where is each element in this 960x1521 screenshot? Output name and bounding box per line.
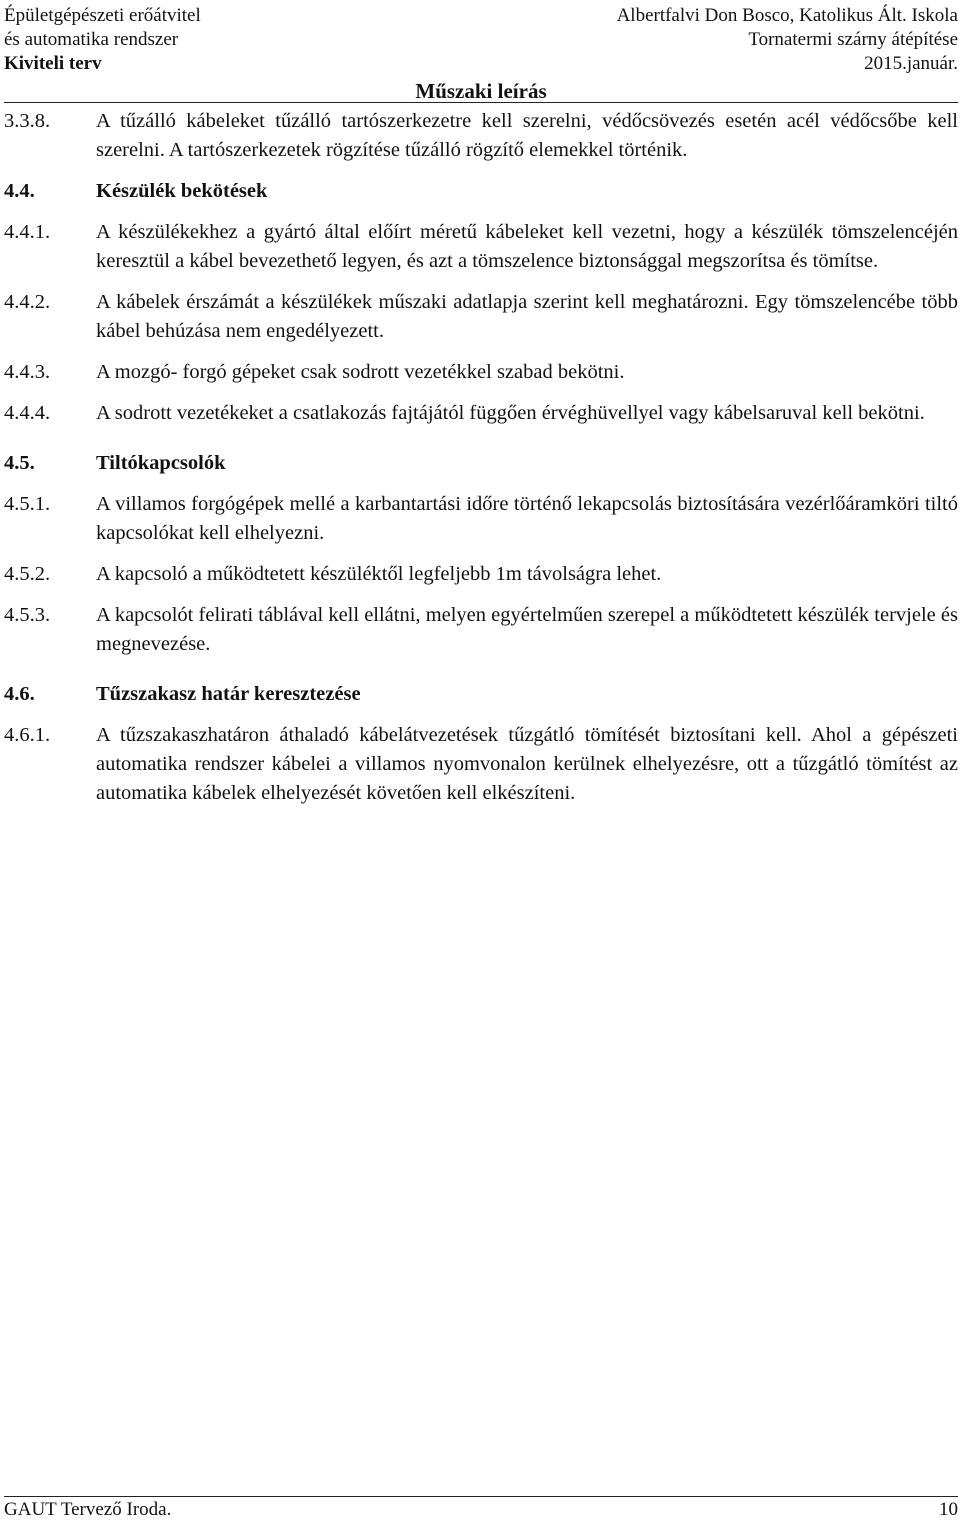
- section-text: A sodrott vezetékeket a csatlakozás fajtájától függően érvéghüvellyel vagy kábelsaruval kell bekötni.: [96, 402, 925, 424]
- section-text: A készülékekhez a gyártó által előírt méretű kábeleket kell vezetni, hogy a készülék tömszelencéjén keresztül a kábel bevezethető legyen, és azt a tömszelence biztonsággal megszorítsa és tömítse.: [96, 221, 958, 272]
- footer-page-number: 10: [939, 1499, 958, 1520]
- section-number: 4.5.: [4, 452, 35, 474]
- section-number: 4.5.1.: [4, 493, 51, 515]
- section-number: 3.3.8.: [4, 110, 51, 132]
- section-number: 4.4.4.: [4, 402, 51, 424]
- section-4-4-4: [4, 399, 958, 428]
- section-text: A kábelek érszámát a készülékek műszaki adatlapja szerint kell meghatározni. Egy tömszelencébe több kábel behúzása nem engedélyezett.: [96, 291, 958, 342]
- header-right-line-3: 2015.január.: [864, 53, 958, 74]
- header-left-line-3: Kiviteli terv: [4, 53, 102, 74]
- section-4-5-3: [4, 601, 958, 659]
- section-4-4-1: [4, 218, 958, 276]
- section-text: A tűzálló kábeleket tűzálló tartószerkezetre kell szerelni, védőcsövezés esetén acél védőcsőbe kell szerelni. A tartószerkezetek rögzítése tűzálló rögzítő elemekkel történik.: [96, 110, 958, 161]
- section-heading-text: Készülék bekötések: [96, 180, 268, 202]
- section-number: 4.4.3.: [4, 361, 51, 383]
- section-3-3-8: [4, 107, 958, 165]
- page-header: [4, 2, 958, 103]
- section-text: A kapcsolót felirati táblával kell ellátni, melyen egyértelműen szerepel a működtetett készülék tervjele és megnevezése.: [96, 604, 958, 655]
- section-text: A tűzszakaszhatáron áthaladó kábelátvezetések tűzgátló tömítését biztosítani kell. Ahol a gépészeti automatika rendszer kábelei a villamos nyomvonalon kerülnek elhelyezésre, ott a tűzgátló tömítést az automatika kábelek elhelyezését követően kell elkészíteni.: [96, 724, 958, 804]
- section-heading-text: Tűzszakasz határ keresztezése: [96, 683, 361, 705]
- section-text: A villamos forgógépek mellé a karbantartási időre történő lekapcsolás biztosítására vezérlőáramköri tiltó kapcsolókat kell elhelyezni.: [96, 493, 958, 544]
- section-4-5-2: [4, 560, 958, 589]
- section-4-4-3: [4, 358, 958, 387]
- section-number: 4.4.1.: [4, 221, 51, 243]
- section-number: 4.6.: [4, 683, 35, 705]
- section-text: A kapcsoló a működtetett készüléktől legfeljebb 1m távolságra lehet.: [96, 563, 662, 585]
- page-footer: [4, 1496, 958, 1520]
- section-number: 4.5.3.: [4, 604, 51, 626]
- header-right-line-2: Tornatermi szárny átépítése: [748, 29, 958, 50]
- section-heading-text: Tiltókapcsolók: [96, 452, 226, 474]
- header-project-info: [4, 4, 201, 76]
- document-body: [4, 98, 958, 808]
- section-number: 4.5.2.: [4, 563, 51, 585]
- section-heading-4-5: [4, 449, 958, 478]
- section-number: 4.6.1.: [4, 724, 51, 746]
- header-right-line-1: Albertfalvi Don Bosco, Katolikus Ált. Iskola: [616, 5, 958, 26]
- section-number: 4.4.2.: [4, 291, 51, 313]
- section-4-6-1: [4, 721, 958, 808]
- header-document-title: Műszaki leírás: [415, 79, 547, 103]
- section-heading-4-4: [4, 177, 958, 206]
- section-heading-4-6: [4, 680, 958, 709]
- header-client-info: [617, 4, 958, 76]
- section-text: A mozgó- forgó gépeket csak sodrott vezetékkel szabad bekötni.: [96, 361, 625, 383]
- section-4-4-2: [4, 288, 958, 346]
- header-left-line-2: és automatika rendszer: [4, 29, 179, 50]
- section-number: 4.4.: [4, 180, 35, 202]
- header-left-line-1: Épületgépészeti erőátvitel: [4, 5, 201, 26]
- footer-company: GAUT Tervező Iroda.: [4, 1499, 172, 1520]
- section-4-5-1: [4, 490, 958, 548]
